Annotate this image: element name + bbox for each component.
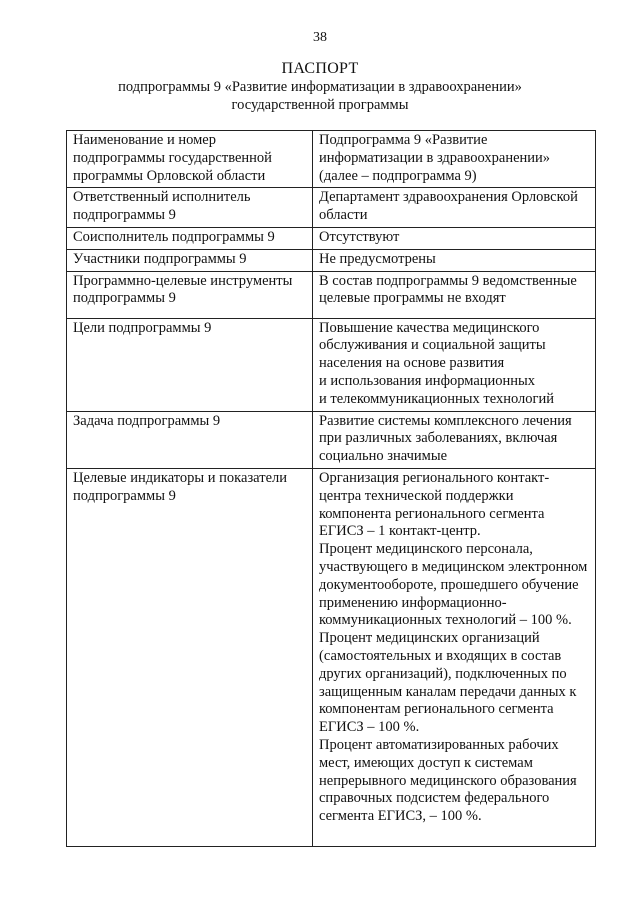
row-value-text: Организация регионального контакт-центра технической поддержки компонента регионального сегмента ЕГИСЗ – 1 контакт-центр.	[319, 469, 550, 540]
table-row	[67, 468, 596, 846]
row-value	[313, 318, 596, 411]
table-row	[67, 249, 596, 271]
page-number: 38	[313, 30, 327, 45]
table-row	[67, 131, 596, 188]
row-value	[313, 411, 596, 468]
document-subtitle-line-2: государственной программы	[231, 97, 409, 113]
row-value	[313, 188, 596, 228]
row-value-text: Департамент здравоохранения Орловской области	[319, 189, 578, 224]
row-value-text: Подпрограмма 9 «Развитие информатизации в здравоохранении» (далее – подпрограмма 9)	[319, 132, 551, 184]
row-value-text: В состав подпрограммы 9 ведомственные целевые программы не входят	[319, 272, 577, 307]
row-value	[313, 468, 596, 846]
row-label: Ответственный исполнитель подпрограммы 9	[67, 188, 313, 228]
table-row	[67, 411, 596, 468]
table-row	[67, 318, 596, 411]
row-label: Целевые индикаторы и показатели подпрограммы 9	[67, 468, 313, 846]
row-value-text: Процент автоматизированных рабочих мест, имеющих доступ к системам непрерывного медицинского образования справочных подсистем федерального сегмента ЕГИСЗ, – 100 %.	[319, 736, 577, 825]
title-block	[0, 60, 640, 114]
row-value	[313, 249, 596, 271]
passport-table	[66, 130, 596, 847]
row-value	[313, 131, 596, 188]
table-row	[67, 227, 596, 249]
table-row	[67, 271, 596, 318]
row-value	[313, 271, 596, 318]
document-subtitle-line-1: подпрограммы 9 «Развитие информатизации в здравоохранении»	[118, 79, 522, 95]
row-label: Соисполнитель подпрограммы 9	[67, 227, 313, 249]
row-value-text: Отсутствуют	[319, 228, 400, 245]
row-label: Участники подпрограммы 9	[67, 249, 313, 271]
row-value-text: Процент медицинских организаций (самостоятельных и входящих в состав других организаций), подключенных по защищенным каналам передачи данных к компонентам регионального сегмента ЕГИСЗ – 100 %.	[319, 630, 577, 736]
row-label: Программно-целевые инструменты подпрограммы 9	[67, 271, 313, 318]
document-title: ПАСПОРТ	[281, 60, 359, 77]
row-value-text: Процент медицинского персонала, участвующего в медицинском электронном документообороте, прошедшего обучение применению информационно-коммуникационных технологий – 100 %.	[319, 541, 588, 629]
row-value-text: Развитие системы комплексного лечения при различных заболеваниях, включая социально значимые	[319, 412, 572, 465]
row-label: Наименование и номер подпрограммы государственной программы Орловской области	[67, 131, 313, 188]
row-value-text: Не предусмотрены	[319, 250, 436, 267]
row-value	[313, 227, 596, 249]
row-label: Цели подпрограммы 9	[67, 318, 313, 411]
row-value-text: Повышение качества медицинского обслуживания и социальной защиты населения на основе развития и использования информационных и телекоммуникационных технологий	[319, 319, 555, 407]
table-row	[67, 188, 596, 228]
row-label: Задача подпрограммы 9	[67, 411, 313, 468]
